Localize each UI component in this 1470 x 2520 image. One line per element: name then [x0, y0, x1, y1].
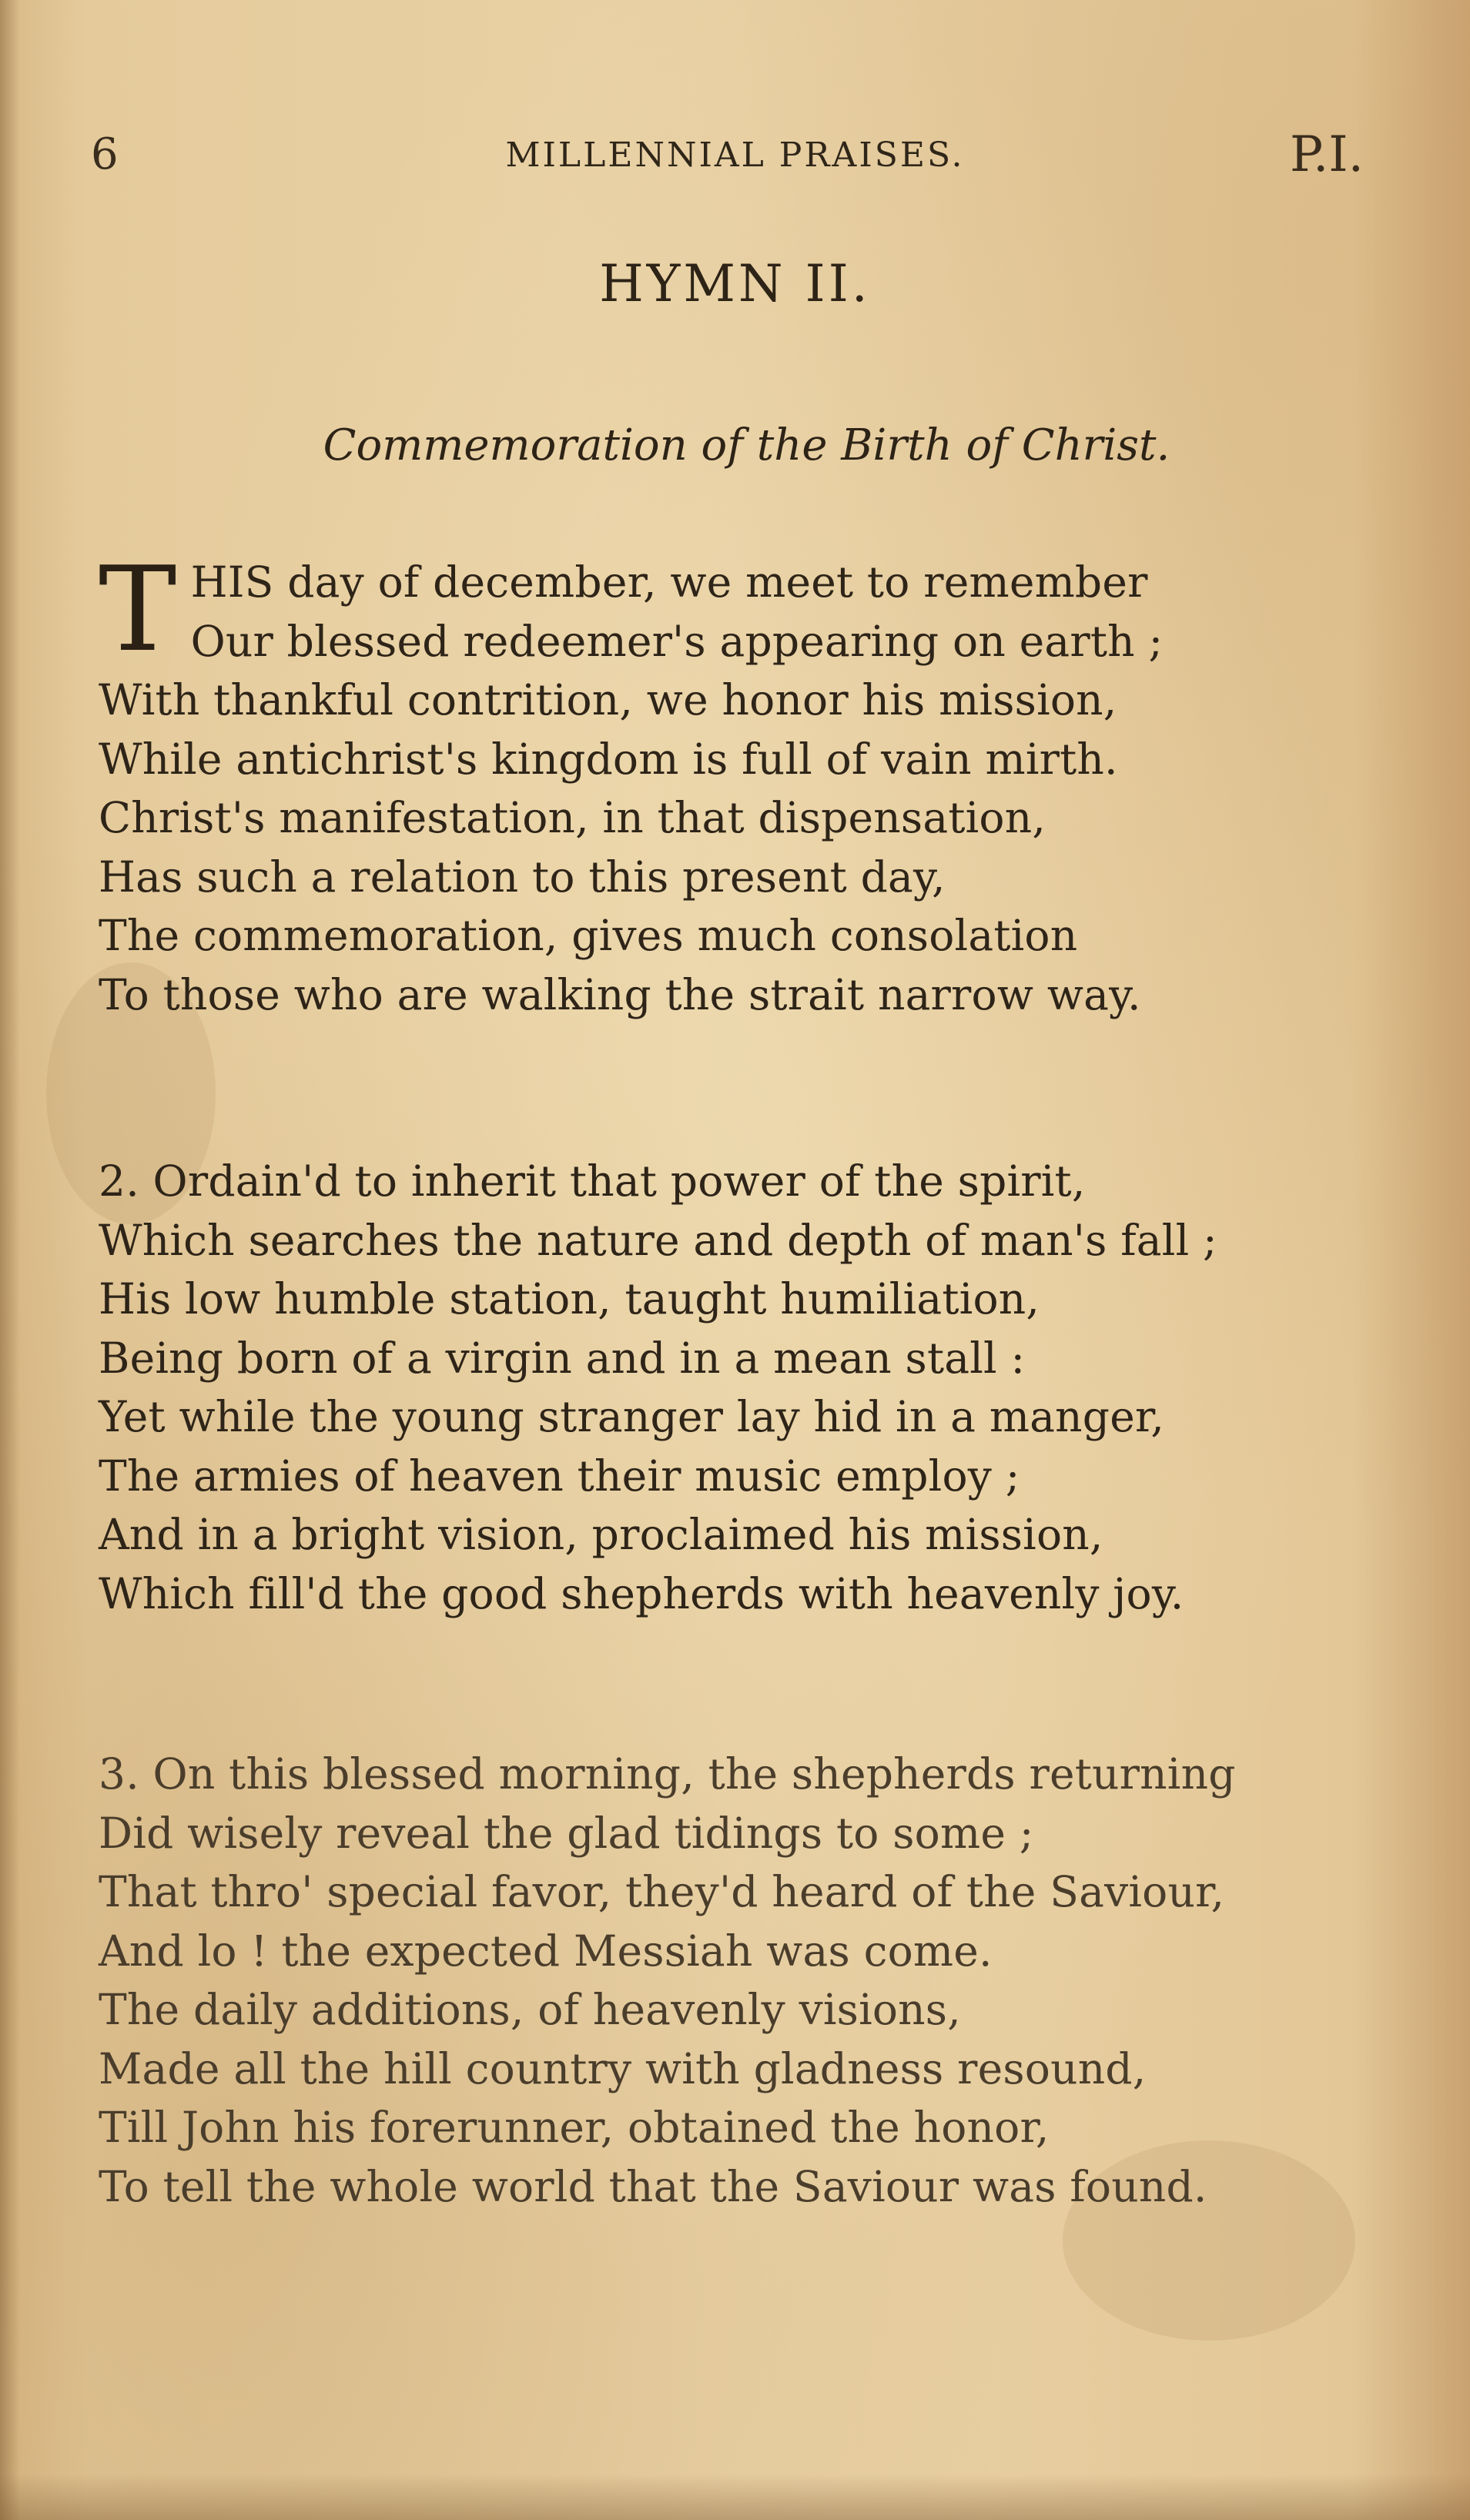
stanza-line: The armies of heaven their music employ ;: [99, 1451, 1020, 1501]
stanza-line: To tell the whole world that the Saviour was found.: [99, 2161, 1207, 2211]
stanza-line: 2. Ordain'd to inherit that power of the spirit,: [99, 1156, 1086, 1206]
stanza-2: [99, 1152, 1392, 1623]
stanza-line: Which fill'd the good shepherds with heavenly joy.: [99, 1568, 1184, 1618]
book-title: MILLENNIAL PRAISES.: [505, 136, 965, 175]
stanza-line: With thankful contrition, we honor his mission,: [99, 675, 1117, 725]
drop-capital: T: [99, 541, 177, 678]
stanza-line: And lo ! the expected Messiah was come.: [99, 1926, 993, 1976]
stanza-line: To those who are walking the strait narrow way.: [99, 969, 1141, 1019]
running-head: [0, 126, 1470, 191]
stanza-line: Being born of a virgin and in a mean stall :: [99, 1333, 1026, 1383]
stanza-line: That thro' special favor, they'd heard of the Saviour,: [99, 1867, 1225, 1916]
stanza-line: The commemoration, gives much consolation: [99, 911, 1078, 960]
stanza-line: His low humble station, taught humiliation,: [99, 1274, 1040, 1324]
part-mark: P.I.: [1289, 126, 1364, 183]
stanza-line: Which searches the nature and depth of man's fall ;: [99, 1215, 1217, 1265]
stanza-line: Made all the hill country with gladness resound,: [99, 2043, 1147, 2093]
stanza-line: While antichrist's kingdom is full of vain mirth.: [99, 734, 1118, 784]
stanza-1: [99, 541, 1392, 1024]
stanza-line: Till John his forerunner, obtained the honor,: [99, 2103, 1050, 2152]
stanza-line: The daily additions, of heavenly visions,: [99, 1985, 961, 2034]
stanza-line: Yet while the young stranger lay hid in a manger,: [99, 1392, 1165, 1441]
stanza-3: [99, 1745, 1392, 2216]
page-number: 6: [91, 129, 119, 179]
stanza-line: Has such a relation to this present day,: [99, 852, 946, 902]
page-edge-shadow-left: [0, 0, 20, 2520]
stanza-line: Our blessed redeemer's appearing on earth ;: [190, 616, 1164, 666]
stanza-line: HIS day of december, we meet to remember: [190, 557, 1148, 607]
stanza-line: Did wisely reveal the glad tidings to some ;: [99, 1808, 1034, 1858]
stanza-line: 3. On this blessed morning, the shepherds returning: [99, 1749, 1236, 1799]
stanza-line: Christ's manifestation, in that dispensation,: [99, 793, 1046, 842]
hymn-number: HYMN II.: [599, 254, 871, 313]
hymn-subtitle: Commemoration of the Birth of Christ.: [323, 420, 1170, 470]
stanza-line: And in a bright vision, proclaimed his mission,: [99, 1510, 1103, 1559]
page-edge-shadow-bottom: [0, 2474, 1470, 2520]
